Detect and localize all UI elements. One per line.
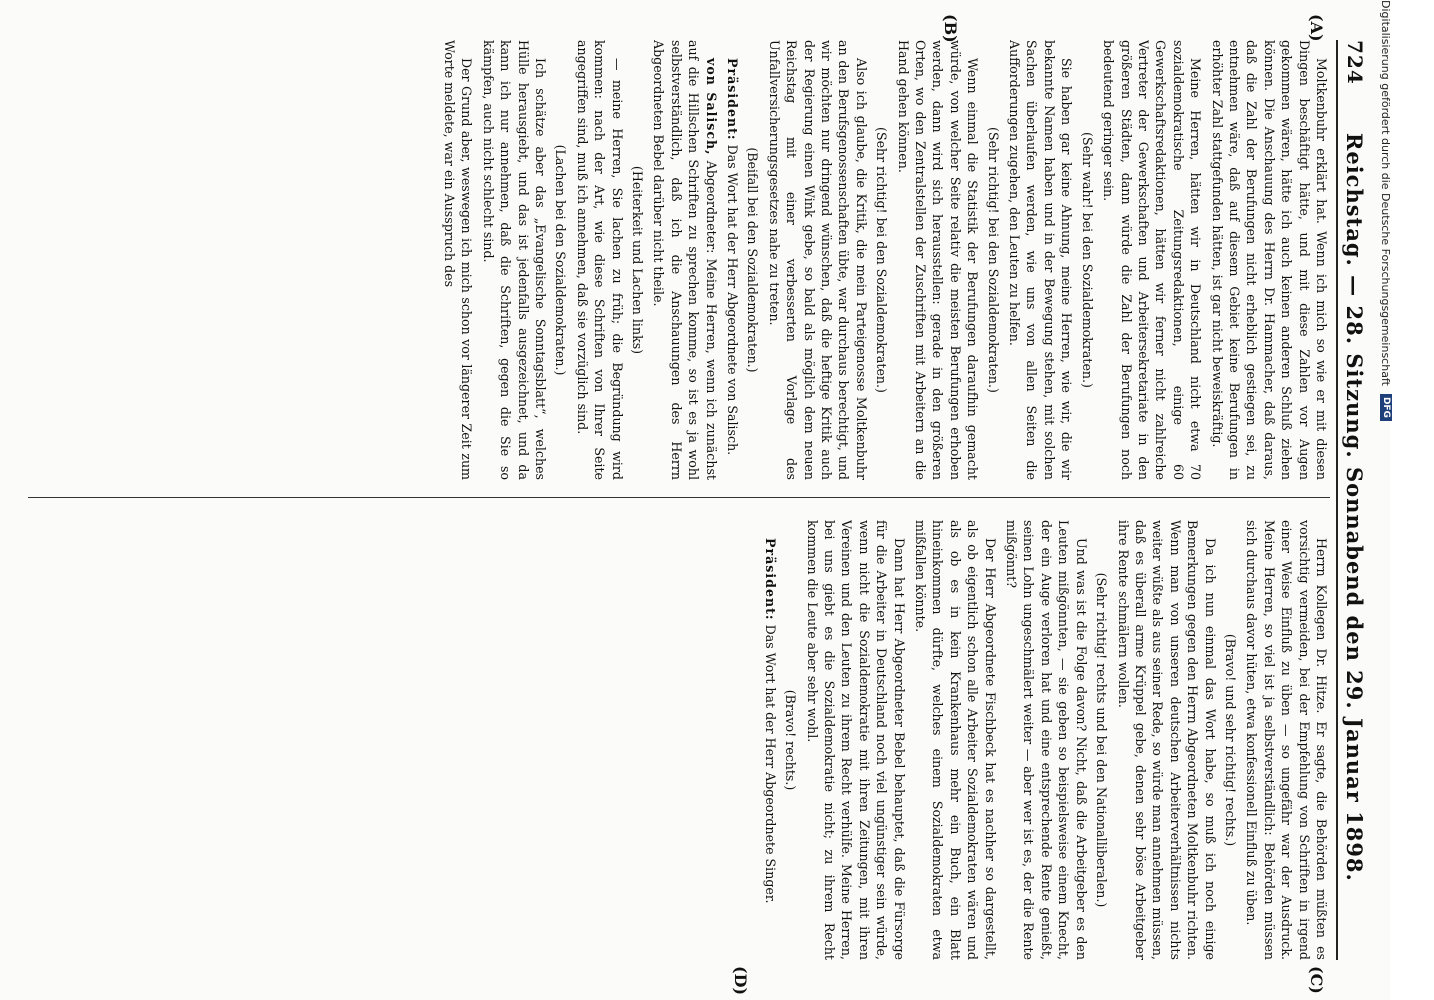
- paragraph: Da ich nun einmal das Wort habe, so muß ich noch einige Bemerkungen gegen den Herrn Abgeordneten Moltkenbuhr richten. Wenn man von unseren deutschen Arbeiterverhältnissen nichts weiter wüßte als aus seiner Rede, so würde man annehmen müssen, daß es überall arme Krüppel gebe, denen sehr böse Arbeitgeber ihre Rente schmälern wollen.: [1115, 520, 1218, 960]
- speech-paragraph: [724, 40, 741, 480]
- margin-mark-d: (D): [731, 966, 750, 996]
- margin-mark-c: (C): [1307, 966, 1326, 994]
- paragraph: Der Grund aber, weswegen ich mich schon vor längerer Zeit zum Worte meldete, war ein Ausspruch des: [441, 40, 475, 480]
- page-header: [1336, 40, 1372, 960]
- interjection: (Heiterkeit und Lachen links): [629, 165, 645, 355]
- speech-text: Das Wort hat der Herr Abgeordnete von Salisch.: [725, 144, 740, 456]
- speaker-name: Präsident:: [725, 58, 740, 141]
- interjection: (Sehr richtig! bei den Sozialdemokraten.): [985, 127, 1001, 393]
- speech-text: Das Wort hat der Herr Abgeordnete Singer.: [762, 624, 778, 904]
- paragraph: Also ich glaube, die Kritik, die mein Parteigenosse Moltkenbuhr an den Berufsgenossenschaften übte, war durchaus berechtigt, und wir möchten nur dringend wünschen, daß die heftige Kritik auch der Regierung einen Wink gebe, so bald als möglich dem neuen Reichstag mit einer verbesserten Vorlage des Unfallversicherungsgesetzes nahe zu treten.: [766, 40, 869, 480]
- digitization-text: Digitalisierung gefördert durch die Deutsche Forschungsgemeinschaft: [1379, 0, 1393, 386]
- column-divider: [28, 497, 1330, 498]
- speaker-name: Präsident:: [762, 538, 778, 621]
- interjection: (Sehr richtig! bei den Sozialdemokraten.): [874, 127, 890, 393]
- margin-mark-a: (A): [1307, 14, 1326, 42]
- right-column: [28, 520, 1330, 960]
- margin-mark-b: (B): [941, 14, 960, 43]
- interjection: (Sehr richtig! rechts und bei den Nationalliberalen.): [1094, 572, 1110, 908]
- paragraph: Sie haben gar keine Ahnung, meine Herren, wie wir, die wir bekannte Namen haben und in der Bewegung stehen, mit solchen Sachen überlaufen werden, wie uns von allen Seiten die Aufforderungen zugehen, den Leuten zu helfen.: [1007, 40, 1075, 480]
- paragraph: Dann hat Herr Abgeordneter Bebel behauptet, daß die Fürsorge für die Arbeiter in Deutschland noch viel ungünstiger sein würde, wenn nicht die Sozialdemokratie mit ihren Zeitungen, mit ihren Vereinen und den Leuten zu ihrem Recht verhülfe. Meine Herren, bei uns giebt es die Sozialdemokratie nicht; zu ihrem Recht kommen die Leute aber sehr wohl.: [804, 520, 907, 960]
- paragraph: Moltkenbuhr erklärt hat. Wenn ich mich so wie er mit diesen Dingen beschäftigt hätte, und mit diese Zahlen vor Augen gekommen wären, hätte ich auch keinen anderen Schluß ziehen können. Die Anschauung des Herrn Dr. Hammacher, daß daraus, daß die Zahl der Berufungen nicht erheblich gestiegen sei, zu entnehmen wäre, daß auf diesem Gebiet keine Berufungen in erhöhter Zahl stattgefunden hätten, ist gar nicht beweiskräftig.: [1209, 40, 1329, 480]
- dfg-logo: DFG: [1380, 394, 1392, 421]
- speech-text: Abgeordneter: Meine Herren, wenn ich zunächst auf die Hillschen Schriften zu sprechen komme, so ist es ja wohl selbstverständlich, daß ich die Anschauungen des Herrn Abgeordneten Bebel darüber nicht theile.: [651, 40, 719, 480]
- digitization-note: [1376, 0, 1396, 1000]
- page-number: 724: [1343, 40, 1367, 85]
- paragraph: Ich schätze aber das „Evangelische Sonntagsblatt“, welches Hülle herausgiebt, und das ist jedenfalls ausgezeichnet, und da kann ich nur annehmen, daß die Schriften, gegen die Sie so kämpfen, auch nicht schlecht sind.: [480, 40, 548, 480]
- interjection: (Lachen bei den Sozialdemokraten.): [553, 144, 569, 376]
- speech-paragraph: [761, 520, 778, 960]
- paragraph: Wenn einmal die Statistik der Berufungen daraufhin gemacht würde, von welcher Seite relativ die meisten Berufungen erhoben werden, dann wird sich herausstellen: gerade in den größeren Orten, wo den Zentralstellen der Zuschriften mit Arbeitern an die Hand gehen können.: [895, 40, 981, 480]
- paragraph: — meine Herren, Sie lachen zu früh; die Begründung wird kommen: nach der Art, wie diese Schriften von Ihrer Seite angegriffen sind, muß ich annehmen, daß sie vorzüglich sind.: [574, 40, 625, 480]
- interjection: (Sehr wahr! bei den Sozialdemokraten.): [1079, 132, 1095, 388]
- page-title: Reichstag. — 28. Sitzung. Sonnabend den 29. Januar 1898.: [1342, 132, 1368, 882]
- paragraph: Und was ist die Folge davon? Nicht, daß die Arbeitgeber es den Leuten mißgönnten, — sie geben so beispielsweise einem Knecht, der ein Auge verloren hat und eine entsprechende Rente genießt, seinen Lohn ungeschmälert weiter — aber wer ist es, der die Rente mißgönnt?: [1004, 520, 1089, 960]
- interjection: (Beifall bei den Sozialdemokraten.): [745, 147, 761, 373]
- paragraph: Meine Herren, hätten wir in Deutschland nicht etwa 70 sozialdemokratische Zeitungsredaktionen, einige 60 Gewerkschaftsredaktionen, hätten wir ferner nicht zahlreiche Vertreter der Gewerkschaften und Arbeitersekretariate in den größeren Städten, dann würde die Zahl der Berufungen noch bedeutend geringer sein.: [1101, 40, 1204, 480]
- speaker-name: von Salisch,: [703, 58, 719, 156]
- paragraph: Herrn Kollegen Dr. Hitze. Er sagte, die Behörden müßten es vorsichtig vermeiden, bei der Empfehlung von Schriften in irgend einer Weise Einfluß zu üben — so ungefähr war der Ausdruck. Meine Herren, so viel ist ja selbstverständlich: Behörden müssen sich durchaus davor hüten, etwa konfessionell Einfluß zu üben.: [1244, 520, 1329, 960]
- interjection: (Bravo! und sehr richtig! rechts.): [1222, 633, 1238, 847]
- speech-paragraph: [650, 40, 720, 480]
- interjection: (Bravo! rechts.): [783, 689, 799, 791]
- left-column: [28, 40, 1330, 480]
- paragraph: Der Herr Abgeordnete Fischbeck hat es nachher so dargestellt, als ob eigentlich schon alle Arbeiter Sozialdemokraten wären und als ob es in kein Krankenhaus mehr ein Buch, ein Blatt hineinkommen dürfte, welches einem Sozialdemokraten etwa mißfallen könnte.: [913, 520, 998, 960]
